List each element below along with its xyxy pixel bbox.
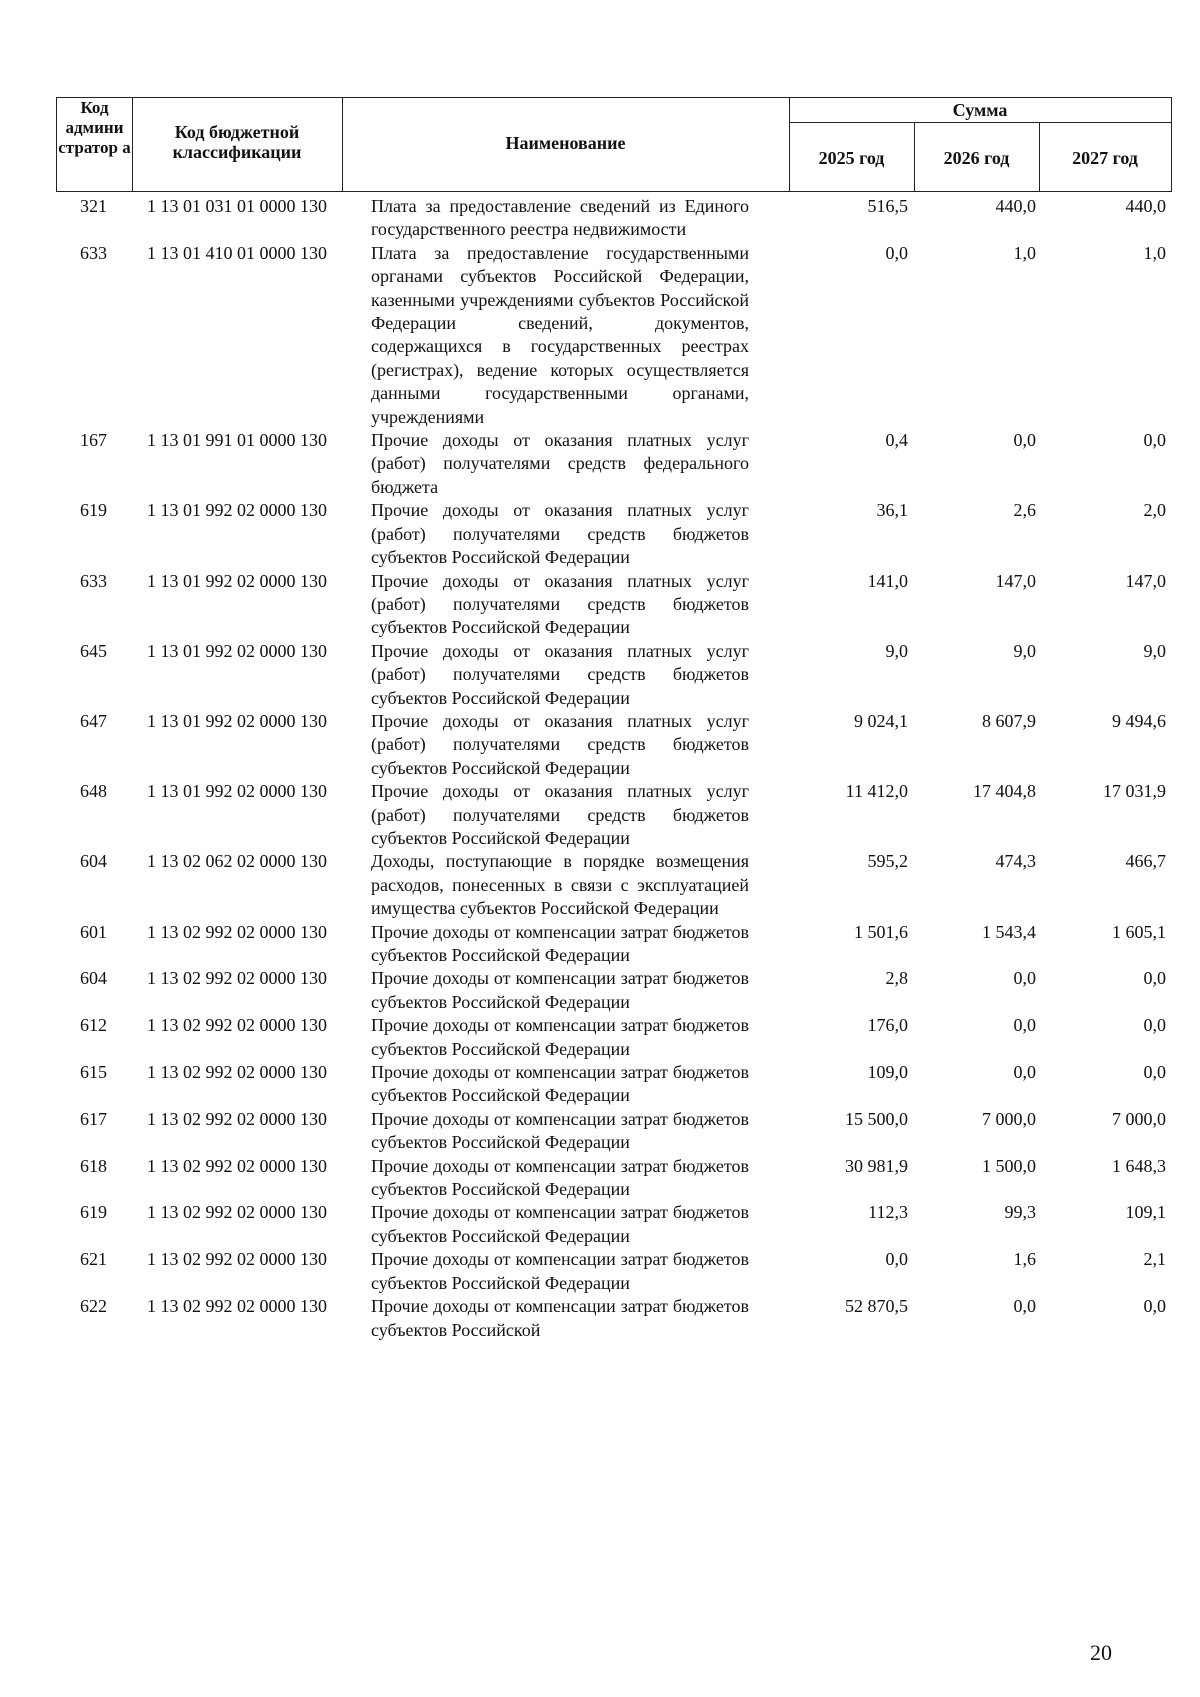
revenue-name: Прочие доходы от компенсации затрат бюджетов субъектов Российской Федерации: [371, 921, 749, 965]
table-row: [56, 499, 1172, 569]
table-header: [56, 97, 1172, 192]
amount-2027: 440,0: [1125, 196, 1166, 216]
budget-code: 1 13 01 992 02 0000 130: [147, 781, 327, 802]
admin-code: 645: [80, 640, 107, 661]
revenue-name: Доходы, поступающие в порядке возмещения расходов, понесенных в связи с эксплуатацией имущества субъектов Российской Федерации: [371, 851, 749, 919]
amount-2025: 11 412,0: [845, 781, 908, 802]
amount-2025: 141,0: [867, 570, 908, 591]
header-sum: Сумма: [952, 100, 1008, 120]
revenue-name: Прочие доходы от оказания платных услуг (работ) получателями средств бюджетов субъектов Российской Федерации: [371, 710, 749, 778]
amount-2026: 0,0: [1013, 1062, 1036, 1083]
revenue-name: Прочие доходы от компенсации затрат бюджетов субъектов Российской Федерации: [371, 1202, 749, 1246]
revenue-name: Прочие доходы от оказания платных услуг (работ) получателями средств бюджетов субъектов Российской Федерации: [371, 781, 749, 848]
amount-2027: 1 605,1: [1112, 921, 1166, 942]
table-row: [56, 780, 1172, 850]
budget-code: 1 13 01 992 02 0000 130: [147, 500, 327, 521]
admin-code: 604: [80, 968, 107, 989]
amount-2027: 7 000,0: [1112, 1108, 1166, 1129]
amount-2025: 9,0: [885, 640, 908, 661]
revenue-name: Плата за предоставление сведений из Единого государственного реестра недвижимости: [371, 196, 749, 240]
revenue-name: Прочие доходы от компенсации затрат бюджетов субъектов Российской Федерации: [371, 1015, 749, 1059]
amount-2026: 2,6: [1013, 500, 1036, 521]
budget-code: 1 13 02 992 02 0000 130: [147, 968, 327, 989]
budget-code: 1 13 01 991 01 0000 130: [147, 430, 327, 451]
revenue-name: Прочие доходы от компенсации затрат бюджетов субъектов Российской: [371, 1296, 749, 1340]
admin-code: 617: [80, 1108, 107, 1129]
header-admin-code: Код админи стратор а: [58, 98, 131, 157]
amount-2026: 99,3: [1004, 1202, 1036, 1223]
revenue-name: Прочие доходы от оказания платных услуг (работ) получателями средств бюджетов субъектов Российской Федерации: [371, 640, 749, 708]
amount-2026: 474,3: [995, 851, 1036, 872]
table-row: [56, 1108, 1172, 1155]
revenue-name: Прочие доходы от оказания платных услуг (работ) получателями средств бюджетов субъектов Российской Федерации: [371, 500, 749, 568]
table-row: [56, 850, 1172, 920]
admin-code: 648: [80, 781, 107, 802]
admin-code: 647: [80, 710, 107, 731]
table-row: [56, 429, 1172, 499]
revenue-name: Прочие доходы от оказания платных услуг (работ) получателями средств бюджетов субъектов Российской Федерации: [371, 570, 749, 638]
amount-2025: 1 501,6: [854, 921, 908, 942]
amount-2027: 0,0: [1143, 968, 1166, 989]
amount-2027: 0,0: [1143, 430, 1166, 451]
amount-2026: 1 500,0: [982, 1155, 1036, 1176]
admin-code: 612: [80, 1015, 107, 1036]
amount-2027: 9 494,6: [1112, 710, 1166, 731]
revenue-name: Плата за предоставление государственными органами субъектов Российской Федерации, казенными учреждениями субъектов Российской Федерации сведений, документов, содержащихся в государственных реестрах (регистрах), ведение которых осуществляется данными государственными органами, учреждениями: [371, 242, 749, 427]
amount-2025: 36,1: [876, 500, 908, 521]
revenue-name: Прочие доходы от компенсации затрат бюджетов субъектов Российской Федерации: [371, 1249, 749, 1293]
page-number: 20: [1090, 1640, 1112, 1665]
header-year-2027: 2027 год: [1072, 148, 1138, 168]
amount-2027: 0,0: [1143, 1015, 1166, 1036]
header-kbk: Код бюджетной классификации: [172, 122, 302, 162]
header-name: Наименование: [505, 133, 626, 153]
table-row: [56, 1248, 1172, 1295]
revenue-name: Прочие доходы от компенсации затрат бюджетов субъектов Российской Федерации: [371, 968, 749, 1012]
amount-2026: 0,0: [1013, 430, 1036, 451]
table-row: [56, 195, 1172, 242]
budget-code: 1 13 02 992 02 0000 130: [147, 1202, 327, 1223]
table-row: [56, 1014, 1172, 1061]
header-summa-underline: [789, 122, 1171, 123]
amount-2026: 8 607,9: [982, 710, 1036, 731]
revenue-name: Прочие доходы от компенсации затрат бюджетов субъектов Российской Федерации: [371, 1108, 749, 1153]
amount-2027: 2,0: [1143, 500, 1166, 521]
amount-2026: 0,0: [1013, 968, 1036, 989]
amount-2026: 1,6: [1013, 1249, 1036, 1270]
amount-2027: 1 648,3: [1112, 1155, 1166, 1176]
revenue-name: Прочие доходы от оказания платных услуг (работ) получателями средств федерального бюджета: [371, 430, 749, 497]
admin-code: 633: [80, 570, 107, 591]
amount-2026: 1 543,4: [982, 921, 1036, 942]
budget-code: 1 13 01 992 02 0000 130: [147, 640, 327, 661]
amount-2027: 2,1: [1143, 1249, 1166, 1270]
revenue-name: Прочие доходы от компенсации затрат бюджетов субъектов Российской Федерации: [371, 1155, 749, 1200]
amount-2026: 0,0: [1013, 1296, 1036, 1317]
budget-code: 1 13 01 410 01 0000 130: [147, 242, 327, 263]
amount-2027: 0,0: [1143, 1062, 1166, 1083]
header-year-2025: 2025 год: [818, 148, 885, 168]
amount-2025: 109,0: [867, 1062, 908, 1083]
amount-2025: 0,0: [885, 242, 908, 263]
budget-code: 1 13 02 062 02 0000 130: [147, 851, 327, 872]
amount-2026: 147,0: [995, 570, 1036, 591]
budget-code: 1 13 02 992 02 0000 130: [147, 1108, 327, 1129]
amount-2027: 0,0: [1143, 1296, 1166, 1317]
admin-code: 615: [80, 1062, 107, 1083]
amount-2025: 15 500,0: [845, 1108, 908, 1129]
amount-2025: 112,3: [868, 1202, 908, 1223]
amount-2025: 595,2: [867, 851, 908, 872]
budget-code: 1 13 02 992 02 0000 130: [147, 921, 327, 942]
amount-2025: 0,4: [885, 430, 908, 451]
budget-code: 1 13 02 992 02 0000 130: [147, 1155, 327, 1176]
amount-2027: 109,1: [1125, 1202, 1166, 1223]
admin-code: 601: [80, 921, 107, 942]
budget-code: 1 13 02 992 02 0000 130: [147, 1296, 327, 1317]
table-row: [56, 242, 1172, 429]
amount-2026: 17 404,8: [973, 781, 1036, 802]
budget-code: 1 13 02 992 02 0000 130: [147, 1015, 327, 1036]
admin-code: 618: [80, 1155, 107, 1176]
table-body: [56, 195, 1172, 1342]
amount-2025: 176,0: [867, 1015, 908, 1036]
amount-2026: 9,0: [1013, 640, 1036, 661]
amount-2025: 516,5: [867, 196, 908, 216]
amount-2025: 0,0: [885, 1249, 908, 1270]
admin-code: 619: [80, 500, 107, 521]
amount-2026: 7 000,0: [982, 1108, 1036, 1129]
amount-2027: 466,7: [1125, 851, 1166, 872]
amount-2027: 1,0: [1143, 242, 1166, 263]
amount-2027: 147,0: [1125, 570, 1166, 591]
admin-code: 604: [80, 851, 107, 872]
admin-code: 621: [80, 1249, 107, 1270]
budget-code: 1 13 01 992 02 0000 130: [147, 570, 327, 591]
table-row: [56, 1295, 1172, 1342]
admin-code: 167: [80, 430, 107, 451]
table-row: [56, 710, 1172, 780]
budget-code: 1 13 01 992 02 0000 130: [147, 710, 327, 731]
table-row: [56, 1061, 1172, 1108]
admin-code: 633: [80, 242, 107, 263]
header-year-2026: 2026 год: [943, 148, 1010, 168]
table-row: [56, 1155, 1172, 1202]
amount-2025: 52 870,5: [845, 1296, 908, 1317]
table-row: [56, 640, 1172, 710]
table-row: [56, 921, 1172, 968]
amount-2025: 9 024,1: [854, 710, 908, 731]
table-row: [56, 570, 1172, 640]
amount-2025: 2,8: [885, 968, 908, 989]
admin-code: 321: [80, 196, 107, 216]
amount-2026: 1,0: [1013, 242, 1036, 263]
amount-2026: 0,0: [1013, 1015, 1036, 1036]
budget-code: 1 13 02 992 02 0000 130: [147, 1062, 327, 1083]
table-row: [56, 967, 1172, 1014]
amount-2027: 17 031,9: [1103, 781, 1166, 802]
amount-2025: 30 981,9: [845, 1155, 908, 1176]
budget-code: 1 13 02 992 02 0000 130: [147, 1249, 327, 1270]
admin-code: 619: [80, 1202, 107, 1223]
amount-2027: 9,0: [1143, 640, 1166, 661]
revenue-name: Прочие доходы от компенсации затрат бюджетов субъектов Российской Федерации: [371, 1062, 749, 1106]
amount-2026: 440,0: [995, 196, 1036, 216]
budget-code: 1 13 01 031 01 0000 130: [147, 196, 327, 216]
table-row: [56, 1201, 1172, 1248]
admin-code: 622: [80, 1296, 107, 1317]
